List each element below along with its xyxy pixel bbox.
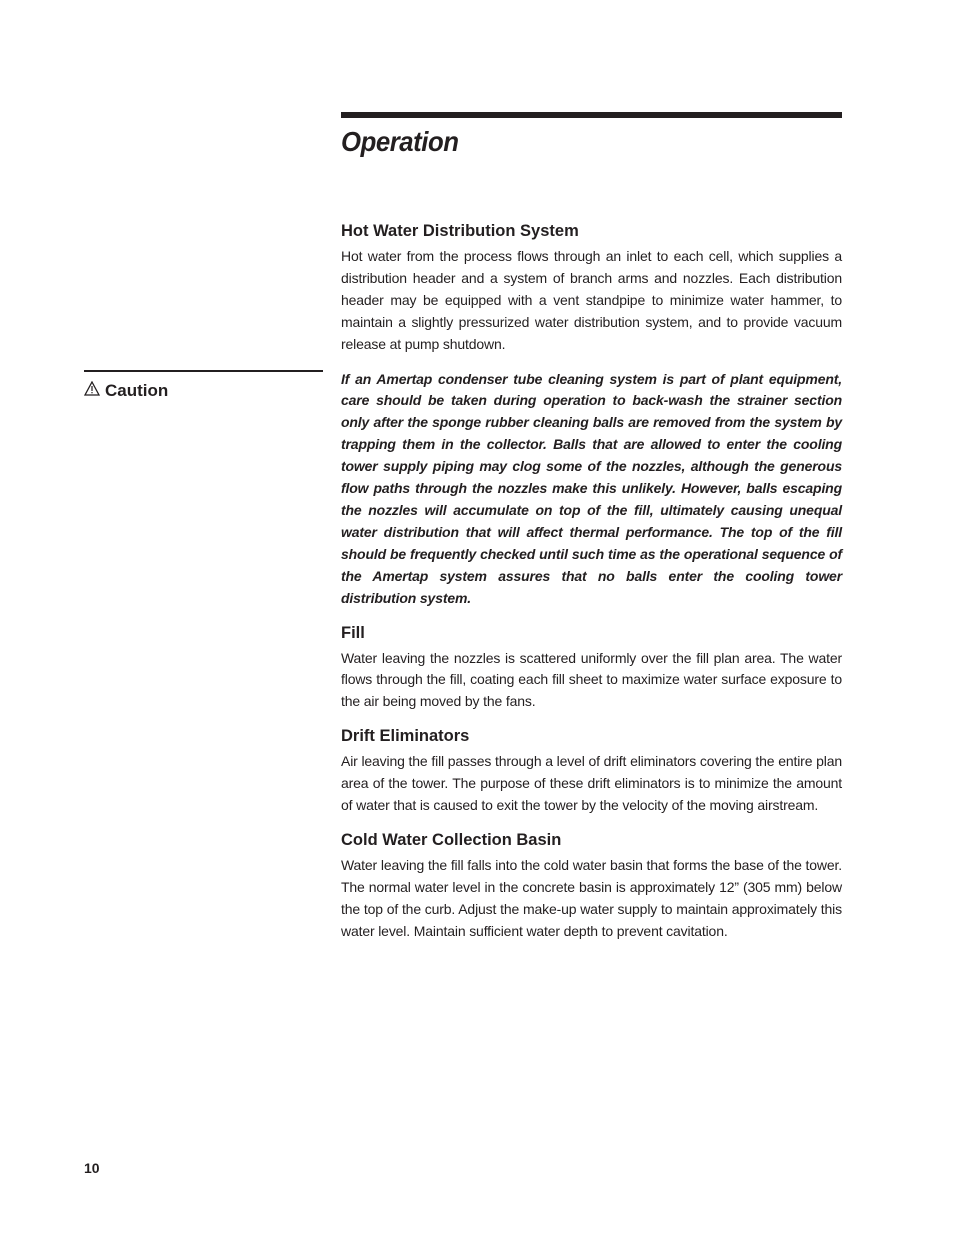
section-drift-eliminators [341,726,842,817]
page-title: Operation [341,126,459,157]
page-number: 10 [84,1160,100,1176]
caution-label [84,381,168,401]
caution-rule [84,370,323,372]
main-content [341,221,842,956]
section-fill [341,623,842,714]
section-heading: Drift Eliminators [341,727,470,746]
section-body: Hot water from the process flows through an inlet to each cell, which supplies a distribution header and a system of branch arms and nozzles. Each distribution header may be equipped with a vent standpipe to minimize water hammer, to maintain a slightly pressurized water distribution system, and to provide vacuum release at pump shutdown. [341,248,842,352]
section-hot-water [341,221,842,356]
warning-triangle-icon [84,381,100,401]
caution-text: If an Amertap condenser tube cleaning system is part of plant equipment, care should be taken during operation to back-wash the strainer section only after the sponge rubber cleaning balls are removed from the system by trapping them in the collector. Balls that are allowed to enter the cooling tower supply piping may clog some of the nozzles, although the generous flow paths through the nozzles make this unlikely. However, balls escaping the nozzles will accumulate on top of the fill, ultimately causing unequal water distribution that will affect thermal performance. The top of the fill should be frequently checked until such time as the operational sequence of the Amertap system assures that no balls enter the cooling tower distribution system. [341,370,842,606]
title-rule [341,112,842,118]
section-heading: Cold Water Collection Basin [341,830,562,849]
caution-label-text: Caution [105,381,169,400]
section-heading: Fill [341,623,365,642]
section-body: Water leaving the fill falls into the cold water basin that forms the base of the tower. The normal water level in the concrete basin is approximately 12” (305 mm) below the top of the curb. Adjust the make-up water supply to maintain approximately this water level. Maintain sufficient water depth to prevent cavitation. [341,856,842,939]
section-body: Air leaving the fill passes through a level of drift eliminators covering the entire plan area of the tower. The purpose of these drift eliminators is to minimize the amount of water that is caused to exit the tower by the velocity of the moving airstream. [341,753,842,814]
section-heading: Hot Water Distribution System [341,222,579,240]
section-cold-water-basin [341,830,842,943]
section-body: Water leaving the nozzles is scattered uniformly over the fill plan area. The water flows through the fill, coating each fill sheet to maximize water surface exposure to the air being moved by the fans. [341,649,842,710]
